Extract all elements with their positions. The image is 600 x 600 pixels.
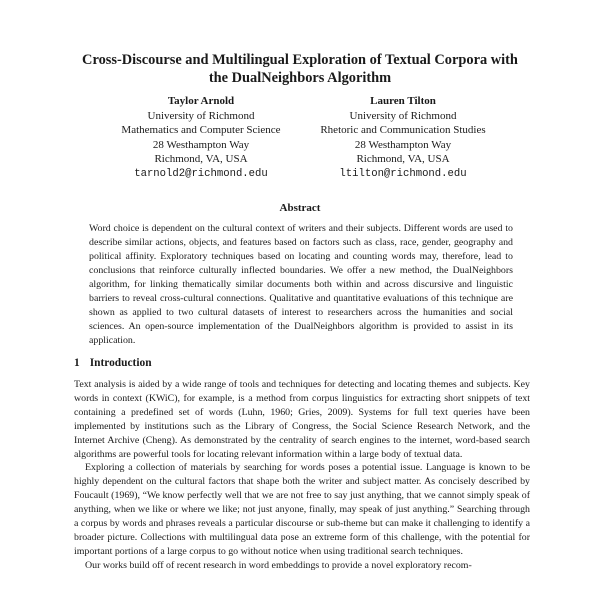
body-text bbox=[74, 378, 530, 573]
section-number: 1 bbox=[74, 357, 80, 369]
section-title: Introduction bbox=[89, 357, 152, 369]
author-department: Mathematics and Computer Science bbox=[121, 124, 281, 137]
paper-title-line-2: the DualNeighbors Algorithm bbox=[208, 70, 392, 86]
author-city: Richmond, VA, USA bbox=[356, 153, 450, 166]
author-city: Richmond, VA, USA bbox=[154, 153, 248, 166]
author-name: Taylor Arnold bbox=[167, 95, 235, 107]
author-email: ltilton@richmond.edu bbox=[339, 167, 467, 180]
section-heading bbox=[74, 356, 152, 370]
body-paragraph: Exploring a collection of materials by searching for words poses a potential issue. Language is known to be highly dependent on the cultural factors that shape both the writer and subject matter. As concisely described by Foucault (1969), “We know perfectly well that we are not free to say just anything, that we cannot simply speak of anything, when we like or where we like; not just anyone, finally, may speak of just anything.” Searching through a corpus by words and phrases reveals a particular discourse or sub-theme but can make it challenging to identify a broader picture. Collections with multilingual data pose an extreme form of this challenge, with the potential for important portions of a large corpus to go without notice when using traditional search techniques. bbox=[74, 462, 530, 557]
author-affiliation: University of Richmond bbox=[147, 109, 255, 122]
author-address: 28 Westhampton Way bbox=[152, 138, 250, 151]
paper-title bbox=[60, 51, 540, 87]
author-department: Rhetoric and Communication Studies bbox=[320, 124, 486, 137]
author-address: 28 Westhampton Way bbox=[354, 138, 452, 151]
abstract-text: Word choice is dependent on the cultural context of writers and their subjects. Different words are used to describe similar actions, objects, and features based on factors such as class, race, gender, geography and political affinity. Exploratory techniques based on locating and counting words may, therefore, lead to conclusions that reinforce culturally inflected boundaries. We offer a new method, the DualNeighbors algorithm, for linking thematically similar documents both within and across discursive and linguistic barriers to reveal cross-cultural connections. Qualitative and quantitative evaluations of this technique are shown as applied to two cultural datasets of interest to researchers across the humanities and social sciences. An open-source implementation of the DualNeighbors algorithm is provided to assist in its application. bbox=[89, 223, 513, 346]
author-email: tarnold2@richmond.edu bbox=[134, 167, 268, 180]
author-affiliation: University of Richmond bbox=[349, 109, 457, 122]
author-block bbox=[100, 94, 302, 182]
body-paragraph: Text analysis is aided by a wide range of tools and techniques for detecting and locating themes and subjects. Key words in context (KWiC), for example, is a method from corpus linguistics for extracting short snippets of text containing a predefined set of words (Luhn, 1960; Gries, 2009). Systems for full text queries have been implemented by institutions such as the Library of Congress, the Social Science Research Network, and the Internet Archive (Cheng). As demonstrated by the centrality of search engines to the internet, word-based search algorithms are powerful tools for locating relevant information within a large body of textual data. bbox=[74, 379, 530, 460]
author-name: Lauren Tilton bbox=[370, 95, 436, 107]
body-paragraph: Our works build off of recent research in word embeddings to provide a novel exploratory recom- bbox=[85, 559, 472, 571]
abstract-heading: Abstract bbox=[279, 202, 321, 214]
paper-title-line-1: Cross-Discourse and Multilingual Exploration of Textual Corpora with bbox=[82, 52, 518, 68]
author-block bbox=[302, 94, 504, 182]
